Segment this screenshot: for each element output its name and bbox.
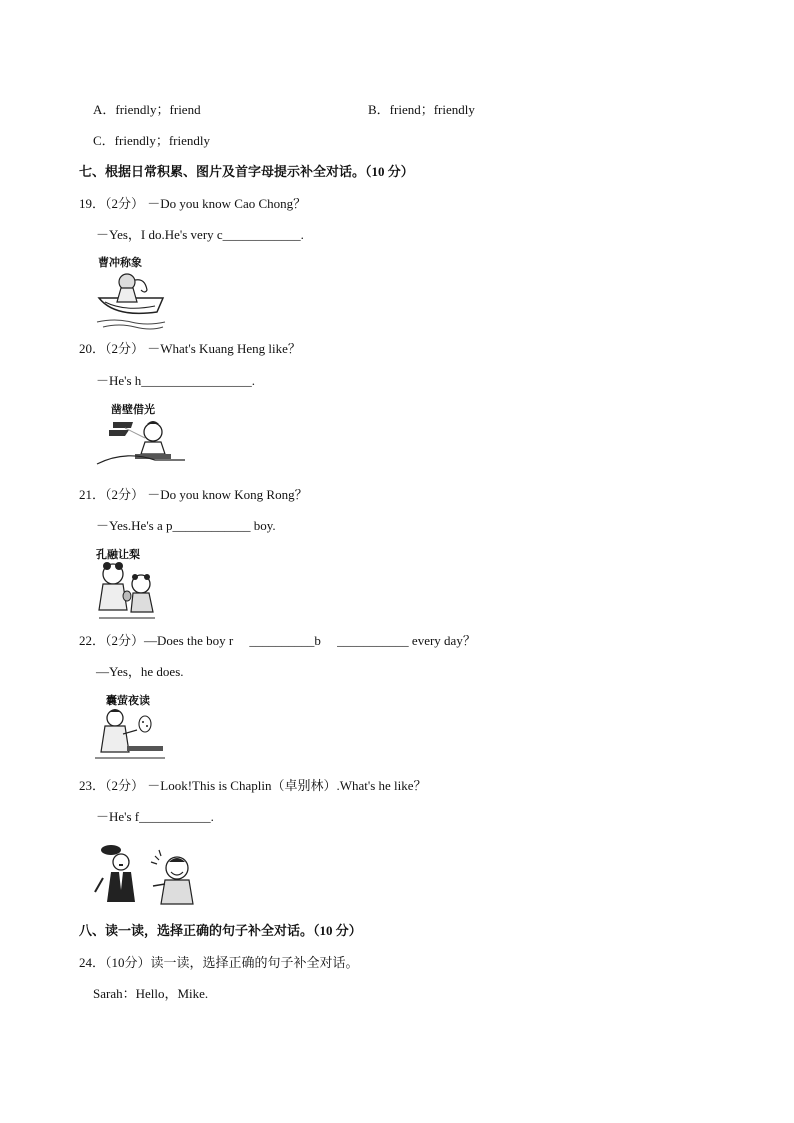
answer-21: －Yes.He's a p____________ boy. [96, 518, 276, 533]
chaplin-and-laughing-boy-icon [93, 842, 203, 908]
answer-22: —Yes，he does. [96, 664, 184, 679]
boat-elephant-icon [95, 268, 167, 330]
question-21: 21．（2分） －Do you know Kong Rong？ [79, 487, 308, 502]
option-c: C．friendly；friendly [93, 133, 210, 148]
question-24: 24．（10分）读一读，选择正确的句子补全对话。 [79, 955, 359, 970]
question-23: 23．（2分） －Look!This is Chaplin（卓别林）.What's he like？ [79, 778, 427, 793]
section-8-heading: 八、读一读，选择正确的句子补全对话。（10 分） [79, 923, 362, 938]
reading-by-fireflies-icon [93, 706, 167, 764]
picture-caption-22: 囊萤夜读 [106, 694, 150, 707]
picture-caption-19: 曹冲称象 [98, 256, 142, 269]
answer-20: －He's h_________________. [96, 373, 256, 388]
children-sharing-pears-icon [93, 560, 161, 620]
question-19: 19．（2分） －Do you know Cao Chong？ [79, 196, 307, 211]
option-a: A．friendly；friend [93, 102, 201, 117]
picture-caption-20: 凿壁借光 [111, 403, 155, 416]
question-22: 22．（2分）—Does the boy r __________b ___________ every day？ [79, 633, 476, 648]
question-20: 20．（2分） －What's Kuang Heng like？ [79, 341, 301, 356]
answer-23: －He's f___________. [96, 809, 214, 824]
picture-caption-21: 孔融让梨 [96, 548, 140, 561]
reading-by-wall-light-icon [95, 414, 187, 470]
answer-19: －Yes，I do.He's very c____________. [96, 227, 304, 242]
dialogue-line-1: Sarah：Hello，Mike. [93, 986, 209, 1001]
option-b: B．friend；friendly [368, 102, 475, 117]
section-7-heading: 七、根据日常积累、图片及首字母提示补全对话。（10 分） [79, 164, 414, 179]
